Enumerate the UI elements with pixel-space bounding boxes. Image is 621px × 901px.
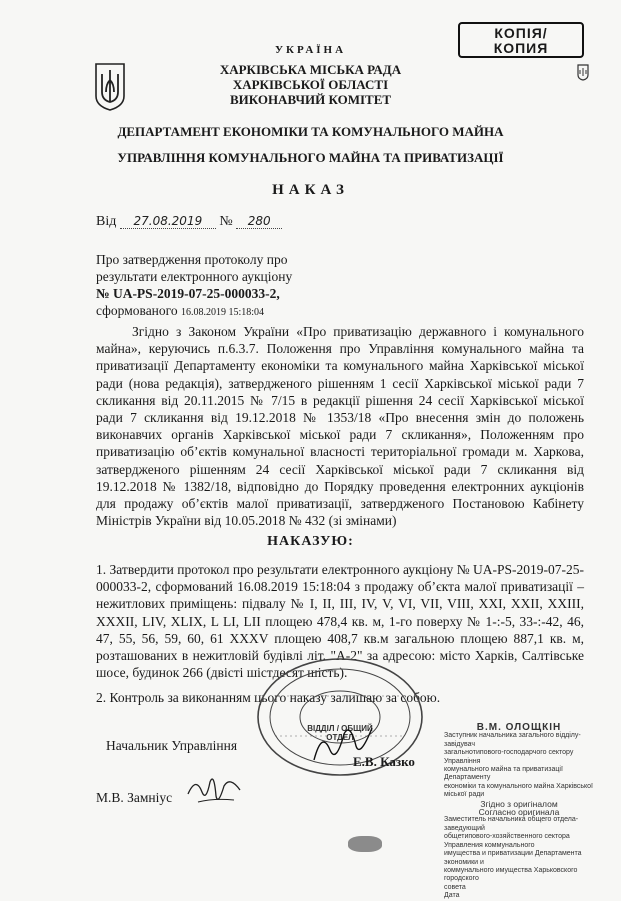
stamp-heading-ua: Згідно з оригіналом [480, 798, 558, 809]
department-title: ДЕПАРТАМЕНТ ЕКОНОМІКИ ТА КОМУНАЛЬНОГО МАЙНА [117, 124, 504, 139]
number-label: № [219, 214, 233, 229]
country-title: УКРАЇНА [274, 44, 347, 56]
stamp-line: економіки та комунального майна Харківської міської ради [444, 782, 594, 799]
signature-icon [184, 772, 244, 808]
stamp-line: комунального майна та приватизації Департаменту [444, 766, 563, 782]
handwritten-number: 280 [236, 214, 282, 229]
order-item-2: 2. Контроль за виконанням цього наказу залишаю за собою. [96, 690, 441, 705]
date-number-line [96, 214, 282, 230]
copy-stamp-line1: КОПІЯ/ [494, 25, 548, 41]
subject-line1: Про затвердження протоколу про [96, 252, 288, 267]
stamp-line: Заместитель начальника общего отдела-заведующий [444, 816, 579, 832]
stamp-line: общетипового-хозяйственного сектора [444, 833, 570, 841]
subject-block [96, 251, 386, 321]
formed-label: сформованого [96, 303, 178, 318]
formed-line [96, 302, 386, 321]
formed-timestamp: 16.08.2019 15:18:04 [180, 307, 265, 318]
council-name: ХАРКІВСЬКА МІСЬКА РАДА [219, 62, 402, 77]
copy-stamp-line2: КОПИЯ [493, 40, 549, 56]
stamp-heading-ru: Согласно оригинала [478, 807, 560, 818]
seal-text: ВІДДІЛ / ОБЩИЙ ОТДЕЛ [307, 724, 373, 742]
committee-name: ВИКОНАВЧИЙ КОМІТЕТ [229, 92, 392, 107]
directorate-title: УПРАВЛІННЯ КОМУНАЛЬНОГО МАЙНА ТА ПРИВАТИЗАЦІЇ [117, 150, 504, 165]
signatory-name: М.В. Замніус [96, 790, 173, 805]
auction-number: № UA-PS-2019-07-25-000033-2, [96, 286, 280, 301]
verifier-name: Е.В. Казко [353, 754, 415, 769]
stamp-footer: совета [444, 883, 466, 891]
stamp-line: коммунального имущества Харьковского городского [444, 866, 578, 883]
council-title [0, 62, 621, 107]
stamp-line: имущества и приватизации Департамента экономики и [444, 850, 582, 866]
stamp-line: загальнотипового-господарчого сектору Управління [444, 749, 574, 765]
handwritten-date: 27.08.2019 [120, 214, 216, 229]
stamp-line: Управления коммунального [444, 841, 535, 849]
ink-blot [348, 836, 382, 852]
stamp-line: Заступник начальника загального відділу-завідувач [444, 732, 581, 748]
order-heading: НАКАЗУЮ: [267, 534, 354, 549]
order-item-1: 1. Затвердити протокол про результати електронного аукціону № UA-PS-2019-07-25-000033-2, сформований 16.08.2019 15:18:04 з продажу об’єкта малої приватизації – нежитлових приміщень: підвалу № I, II, III, IV, V, VI, VII, VIII, XXI, XXII, XXIII, XXXII, LIV, XLIX, L LI, LII площею 478,4 кв. м, 1-го поверху № 1-:-5, 33-:-42, 46, 47, 55, 56, 59, 60, 61 XXXV площею 408,7 кв.м загальною площею 887,1 кв. м, розташованих в нежитловій будівлі літ. "А-2" за адресою: місто Харків, Салтівське шосе, будинок 266 (двісті шістдесят шість). [96, 562, 584, 681]
subject-line2: результати електронного аукціону [96, 269, 293, 284]
stamp-footer: Дата [444, 892, 460, 900]
preamble-paragraph: Згідно з Законом України «Про приватизацію державного і комунального майна», керуючись п.6.3.7. Положення про Управління комунального майна та приватизації Департаменту економіки та комунального майна Харківської міської ради (нова редакція), затвердженого рішенням 1 сесії Харківської міської ради 7 скликання від 20.11.2015 № 7/15 в редакції рішення 24 сесії Харківської міської ради 7 скликання від 19.12.2018 № 1353/18 «Про внесення змін до положень виконавчих органів Харківської міської ради 7 скликання», Положенням про приватизацію об’єктів комунальної власності територіальної громади м. Харкова, затвердженого рішенням 24 сесії Харківської міської ради 7 скликання від 19.12.2018 № 1382/18, відповідно до Порядку проведення електронних аукціонів для продажу об’єктів малої приватизації, затвердженого Постановою Кабінету Міністрів України від 10.05.2018 № 432 (зі змінами) [96, 324, 584, 529]
position-title: Начальник Управління [106, 738, 238, 753]
date-prefix: Від [96, 214, 117, 229]
certification-stamp [444, 724, 594, 901]
document-type: НАКАЗ [272, 182, 349, 198]
stamp-top-name: В.М. ОЛОЩКІН [476, 722, 562, 733]
region-name: ХАРКІВСЬКОЇ ОБЛАСТІ [232, 77, 389, 92]
